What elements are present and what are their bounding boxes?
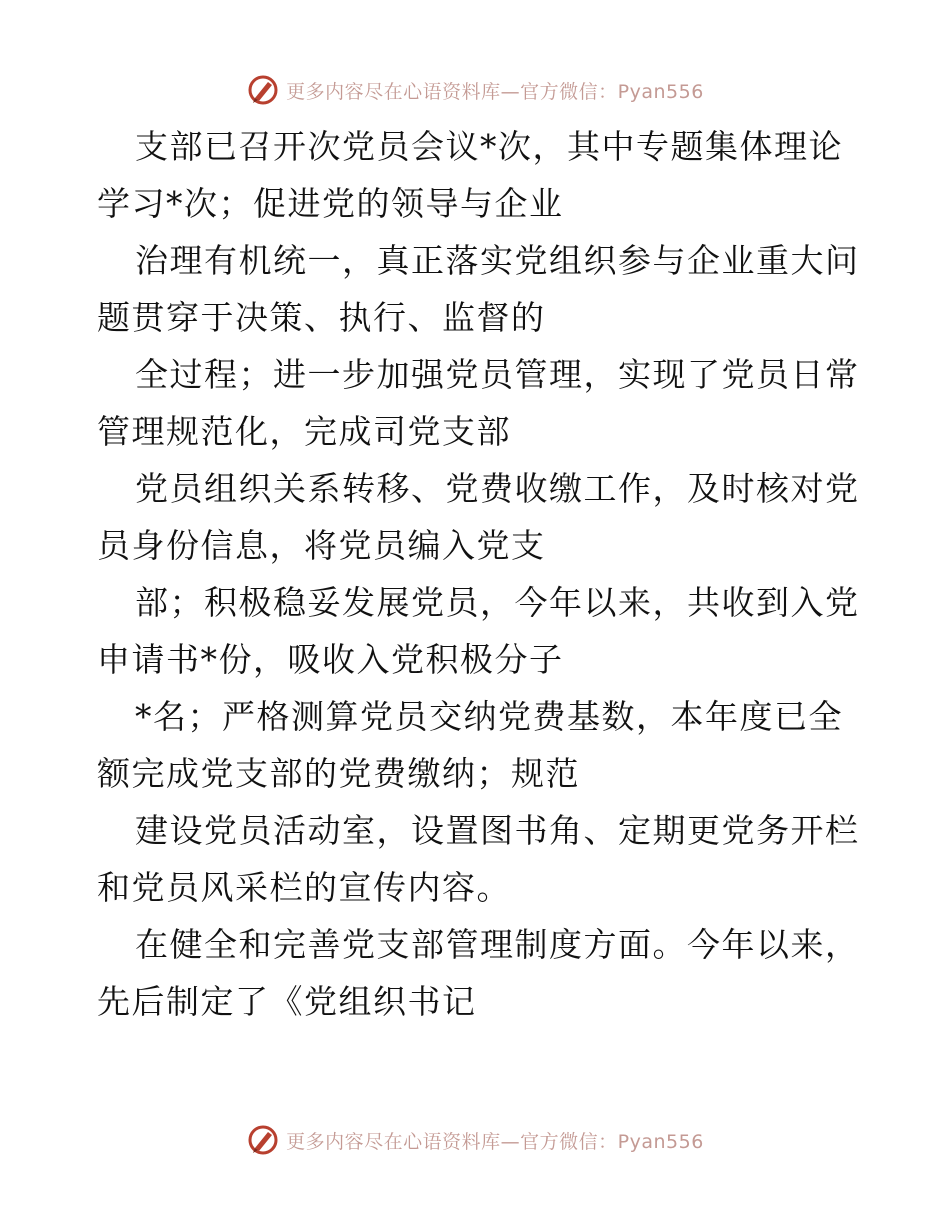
document-body <box>97 118 860 1030</box>
pen-emblem-icon <box>246 73 280 107</box>
text-line: 学习*次；促进党的领导与企业 <box>97 184 564 223</box>
text-line: 治理有机统一，真正落实党组织参与企业重大问 <box>135 241 860 280</box>
text-line: 和党员风采栏的宣传内容。 <box>97 868 511 907</box>
text-line: 支部已召开次党员会议*次，其中专题集体理论 <box>135 127 843 166</box>
text-line: *名；严格测算党员交纳党费基数，本年度已全 <box>135 697 843 736</box>
pen-emblem-icon <box>246 1123 280 1157</box>
text-line: 部；积极稳妥发展党员，今年以来，共收到入党 <box>135 583 860 622</box>
text-line: 申请书*份，吸收入党积极分子 <box>97 640 564 679</box>
watermark-text: 更多内容尽在心语资料库—官方微信：Pyan556 <box>286 80 704 103</box>
text-line: 额完成党支部的党费缴纳；规范 <box>97 754 580 793</box>
header-watermark <box>0 72 950 108</box>
text-line: 员身份信息，将党员编入党支 <box>97 526 546 565</box>
text-line: 管理规范化，完成司党支部 <box>97 412 511 451</box>
footer-watermark <box>0 1122 950 1158</box>
text-line: 先后制定了《党组织书记 <box>97 982 477 1021</box>
text-line: 题贯穿于决策、执行、监督的 <box>97 298 546 337</box>
watermark-text: 更多内容尽在心语资料库—官方微信：Pyan556 <box>286 1130 704 1153</box>
text-line: 全过程；进一步加强党员管理，实现了党员日常 <box>135 355 860 394</box>
text-line: 建设党员活动室，设置图书角、定期更党务开栏 <box>135 811 860 850</box>
text-line: 在健全和完善党支部管理制度方面。今年以来， <box>135 925 860 964</box>
text-line: 党员组织关系转移、党费收缴工作，及时核对党 <box>135 469 860 508</box>
